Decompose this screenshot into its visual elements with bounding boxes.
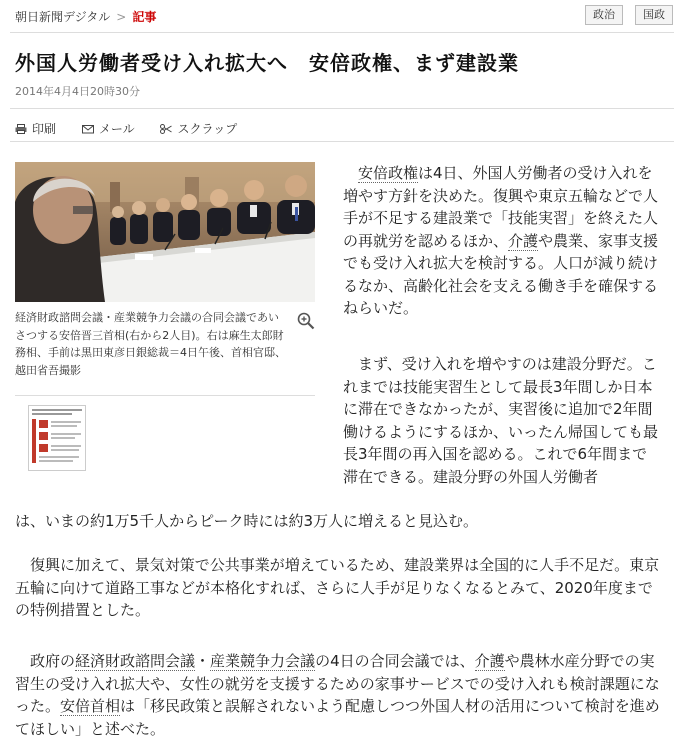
mail-icon [82,124,94,134]
photo-caption: 経済財政諮問会議・産業競争力会議の合同会議であいさつする安倍晋三首相(右から2人目)。右は麻生太郎財務相、手前は黒田東彦日銀総裁＝4日午後、首相官邸、越田省吾撮影 [15,311,286,377]
keyword-competitiveness-council-link[interactable]: 産業競争力会議 [210,652,316,670]
breadcrumb-separator: > [116,10,127,24]
keyword-economic-council-link[interactable]: 経済財政諮問会議 [75,652,196,670]
document-thumbnail[interactable] [28,405,86,471]
paragraph-4-text-0: 政府の [30,652,76,670]
zoom-icon[interactable] [297,312,315,330]
keyword-abe-administration-link[interactable]: 安倍政権 [358,164,419,182]
paragraph-4-text-2: の4日の合同会議では、 [315,652,475,670]
caption-divider [15,395,315,396]
keyword-nursing-care-link-2[interactable]: 介護 [474,652,505,670]
print-icon [15,124,27,134]
paragraph-2: まず、受け入れを増やすのは建設分野だ。これまでは技能実習生として最長3年間しか日本に滞在できなかったが、実習後に追加で2年間働けるようにするほか、いったん帰国しても最長3年間の再入国を認める。これで6年間まで滞在できる。建設分野の外国人労働者 [343,355,659,486]
tag-national-politics-button[interactable]: 国政 [635,5,673,25]
top-divider [10,32,674,33]
print-label: 印刷 [32,122,57,136]
article-tools [15,120,259,137]
mail-button[interactable] [82,120,135,137]
article-headline: 外国人労働者受け入れ拡大へ 安倍政権、まず建設業 [15,51,519,75]
paragraph-3: 復興に加えて、景気対策で公共事業が増えているため、建設業界は全国的に人手不足だ。東京五輪に向けて道路工事などが本格化すれば、さらに人手が足りなくなるとみて、2020年度までの特例措置とした。 [15,556,660,619]
keyword-nursing-care-link[interactable]: 介護 [508,231,539,250]
paragraph-4 [15,650,665,740]
tools-divider [10,141,674,142]
article-photo[interactable] [15,162,315,302]
meeting-photo-illustration [15,162,315,302]
article-date: 2014年4月4日20時30分 [15,85,140,98]
top-bar [0,0,684,30]
paragraph-2-continued: は、いまの約1万5千人からピーク時には約3万人に増えると見込む。 [15,512,479,530]
tag-politics-button[interactable]: 政治 [585,5,623,25]
paragraph-4-text-4: は「移民政策と誤解されないよう配慮しつつ外国人材の活用について検討を進めてほしい」と述べた。 [15,697,660,738]
paragraph-1-text-a: は4日、外国人労働者の受け入れを増やす方針を決めた。復興や東京五輪などで人手が不足する建設業で「技能実習」を終えた人の再就労を認めるほか、 [343,164,659,250]
header-divider [10,108,674,109]
breadcrumb-home-link[interactable]: 朝日新聞デジタル [15,10,111,24]
print-button[interactable] [15,120,56,137]
paragraph-4-text-3: や農林水産分野での実習生の受け入れ拡大や、女性の就労を支援するための家事サービスでの受け入れも検討課題になった。 [15,652,660,715]
scrap-label: スクラップ [177,122,238,136]
breadcrumb-current: 記事 [132,10,157,24]
keyword-prime-minister-abe-link[interactable]: 安倍首相 [60,697,121,715]
breadcrumb [15,8,156,25]
paragraph-1 [343,162,661,320]
paragraph-4-text-1: ・ [195,652,211,670]
document-thumbnail-illustration [29,406,85,470]
mail-label: メール [98,122,135,136]
scissors-icon [160,124,172,134]
scrap-button[interactable] [160,120,237,137]
paragraph-1-text-b: や農業、家事支援でも受け入れ拡大を検討する。人口が減り続けるなか、高齢化社会を支える働き手を確保するねらいだ。 [343,231,659,317]
